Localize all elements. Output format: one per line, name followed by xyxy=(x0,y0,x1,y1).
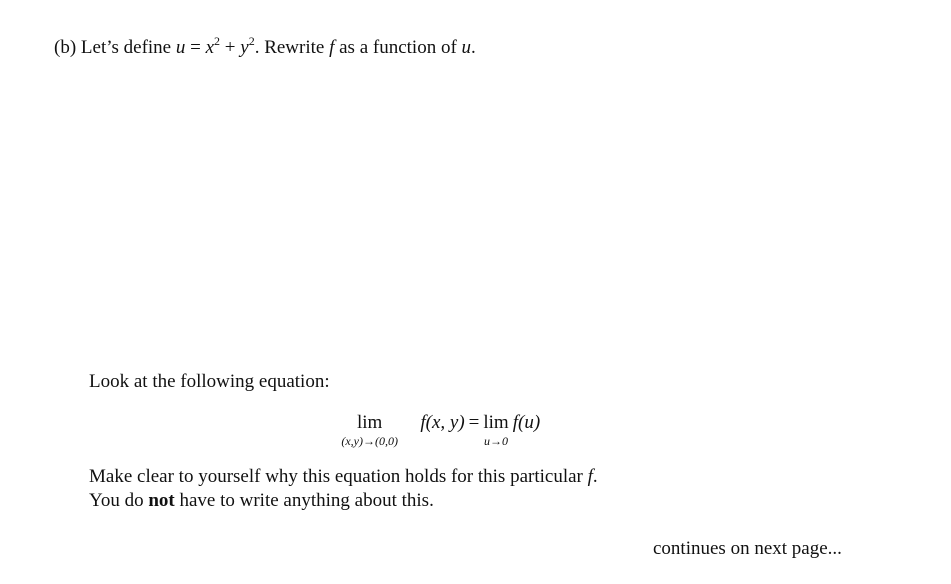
equation-equals: = xyxy=(468,412,480,433)
not-bold: not xyxy=(148,490,175,511)
rewrite-text: . Rewrite xyxy=(254,37,325,58)
u-variable: u xyxy=(175,37,186,58)
right-expression: f(u) xyxy=(512,412,541,433)
left-limit xyxy=(341,412,398,448)
limit-equation xyxy=(341,412,541,448)
do-not-line xyxy=(89,490,434,512)
right-limit xyxy=(483,412,509,448)
footer-continues: continues on next page... xyxy=(653,538,842,559)
f-variable: f xyxy=(329,37,335,58)
left-expression: f(x, y) xyxy=(420,412,465,433)
intro-text: Let’s define xyxy=(80,37,172,58)
as-function-text: as a function of xyxy=(339,37,457,58)
line2-post: have to write anything about this. xyxy=(179,490,434,511)
y-exponent: 2 xyxy=(248,34,255,48)
x-variable: x xyxy=(205,37,215,58)
period-2: . xyxy=(592,466,598,487)
period: . xyxy=(471,37,476,58)
f-variable-2: f xyxy=(587,466,593,487)
equals-sign: = xyxy=(190,37,201,58)
line2-pre: You do xyxy=(89,490,144,511)
look-text: Look at the following equation: xyxy=(89,371,330,392)
make-clear-line xyxy=(89,466,598,488)
left-limit-subscript: (x,y)→(0,0) xyxy=(341,434,398,448)
lim-right: lim xyxy=(483,412,509,433)
question-b xyxy=(54,34,476,59)
x-exponent: 2 xyxy=(214,34,221,48)
y-variable: y xyxy=(240,37,249,58)
make-clear-text: Make clear to yourself why this equation holds for this particular xyxy=(89,466,583,487)
right-limit-subscript: u→0 xyxy=(484,434,509,448)
lim-left: lim xyxy=(357,412,383,433)
part-label: (b) xyxy=(54,37,77,58)
plus-sign: + xyxy=(224,37,236,58)
u-variable-end: u xyxy=(461,37,472,58)
